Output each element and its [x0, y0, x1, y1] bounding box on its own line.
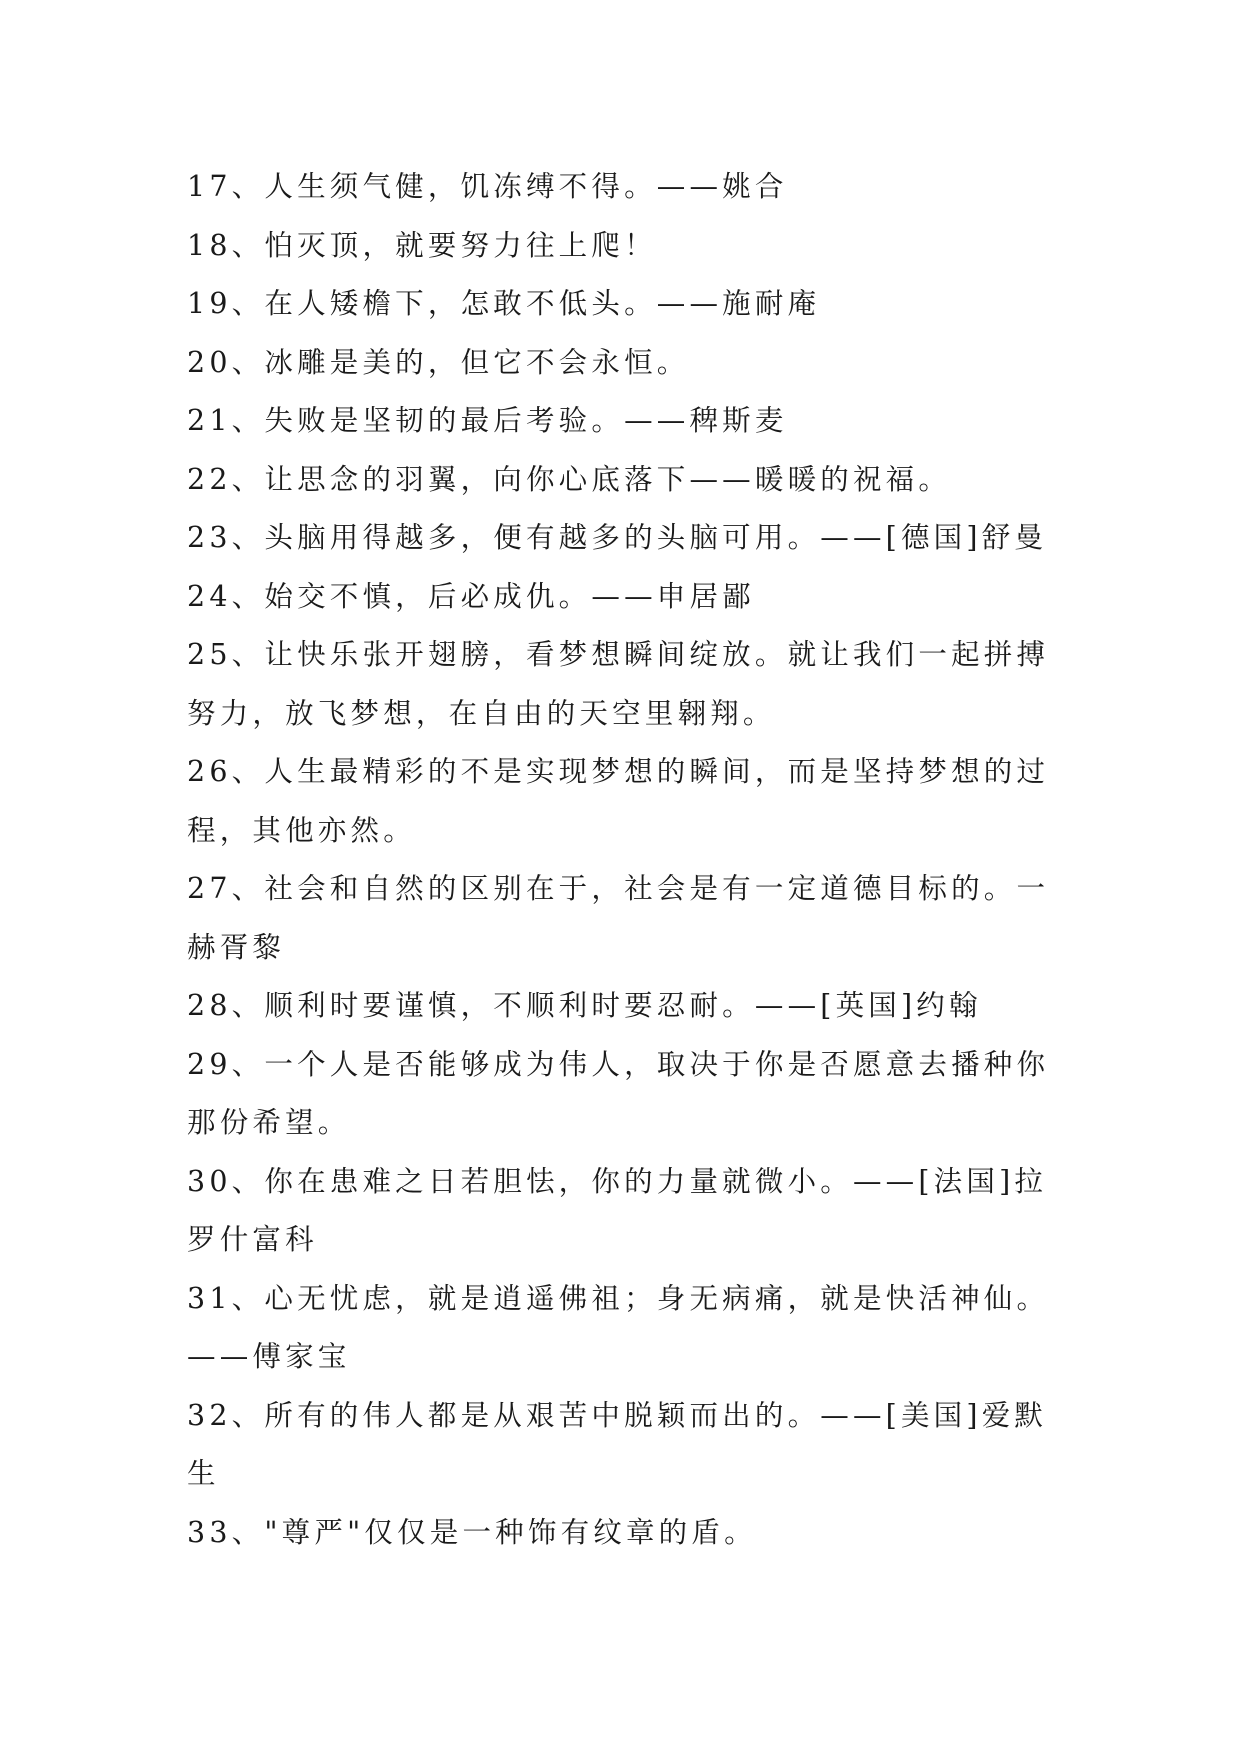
text-line: 29、一个人是否能够成为伟人，取决于你是否愿意去播种你 [187, 1047, 1050, 1081]
text-line: 23、头脑用得越多，便有越多的头脑可用。——[德国]舒曼 [187, 521, 1048, 554]
text-line: 22、让思念的羽翼，向你心底落下——暖暖的祝福。 [187, 462, 952, 496]
text-line: 罗什富科 [187, 1223, 318, 1256]
text-line: 19、在人矮檐下，怎敢不低头。——施耐庵 [187, 287, 821, 320]
text-line: 33、"尊严"仅仅是一种饰有纹章的盾。 [187, 1515, 757, 1549]
text-line: 18、怕灭顶，就要努力往上爬！ [187, 228, 657, 262]
text-line: 生 [187, 1457, 220, 1490]
text-line: 程，其他亦然。 [187, 813, 416, 847]
text-line: ——傅家宝 [187, 1340, 351, 1373]
text-line: 31、心无忧虑，就是逍遥佛祖；身无病痛，就是快活神仙。 [187, 1281, 1050, 1315]
text-line: 32、所有的伟人都是从艰苦中脱颖而出的。——[美国]爱默 [187, 1398, 1048, 1432]
text-line: 24、始交不慎，后必成仇。——申居鄙 [187, 579, 755, 613]
text-line: 21、失败是坚韧的最后考验。——稗斯麦 [187, 404, 788, 437]
text-line: 28、顺利时要谨慎，不顺利时要忍耐。——[英国]约翰 [187, 989, 982, 1022]
text-line: 赫胥黎 [187, 930, 286, 964]
text-line: 17、人生须气健，饥冻缚不得。——姚合 [187, 170, 788, 203]
text-line: 30、你在患难之日若胆怯，你的力量就微小。——[法国]拉 [187, 1164, 1048, 1198]
text-line: 20、冰雕是美的，但它不会永恒。 [187, 345, 690, 379]
text-line: 那份希望。 [187, 1106, 351, 1139]
text-line: 努力，放飞梦想，在自由的天空里翱翔。 [187, 696, 776, 730]
quote-list [187, 158, 1067, 1562]
text-line: 26、人生最精彩的不是实现梦想的瞬间，而是坚持梦想的过 [187, 755, 1050, 788]
text-line: 25、让快乐张开翅膀，看梦想瞬间绽放。就让我们一起拼搏 [187, 638, 1050, 671]
text-line: 27、社会和自然的区别在于，社会是有一定道德目标的。一 [187, 872, 1050, 905]
